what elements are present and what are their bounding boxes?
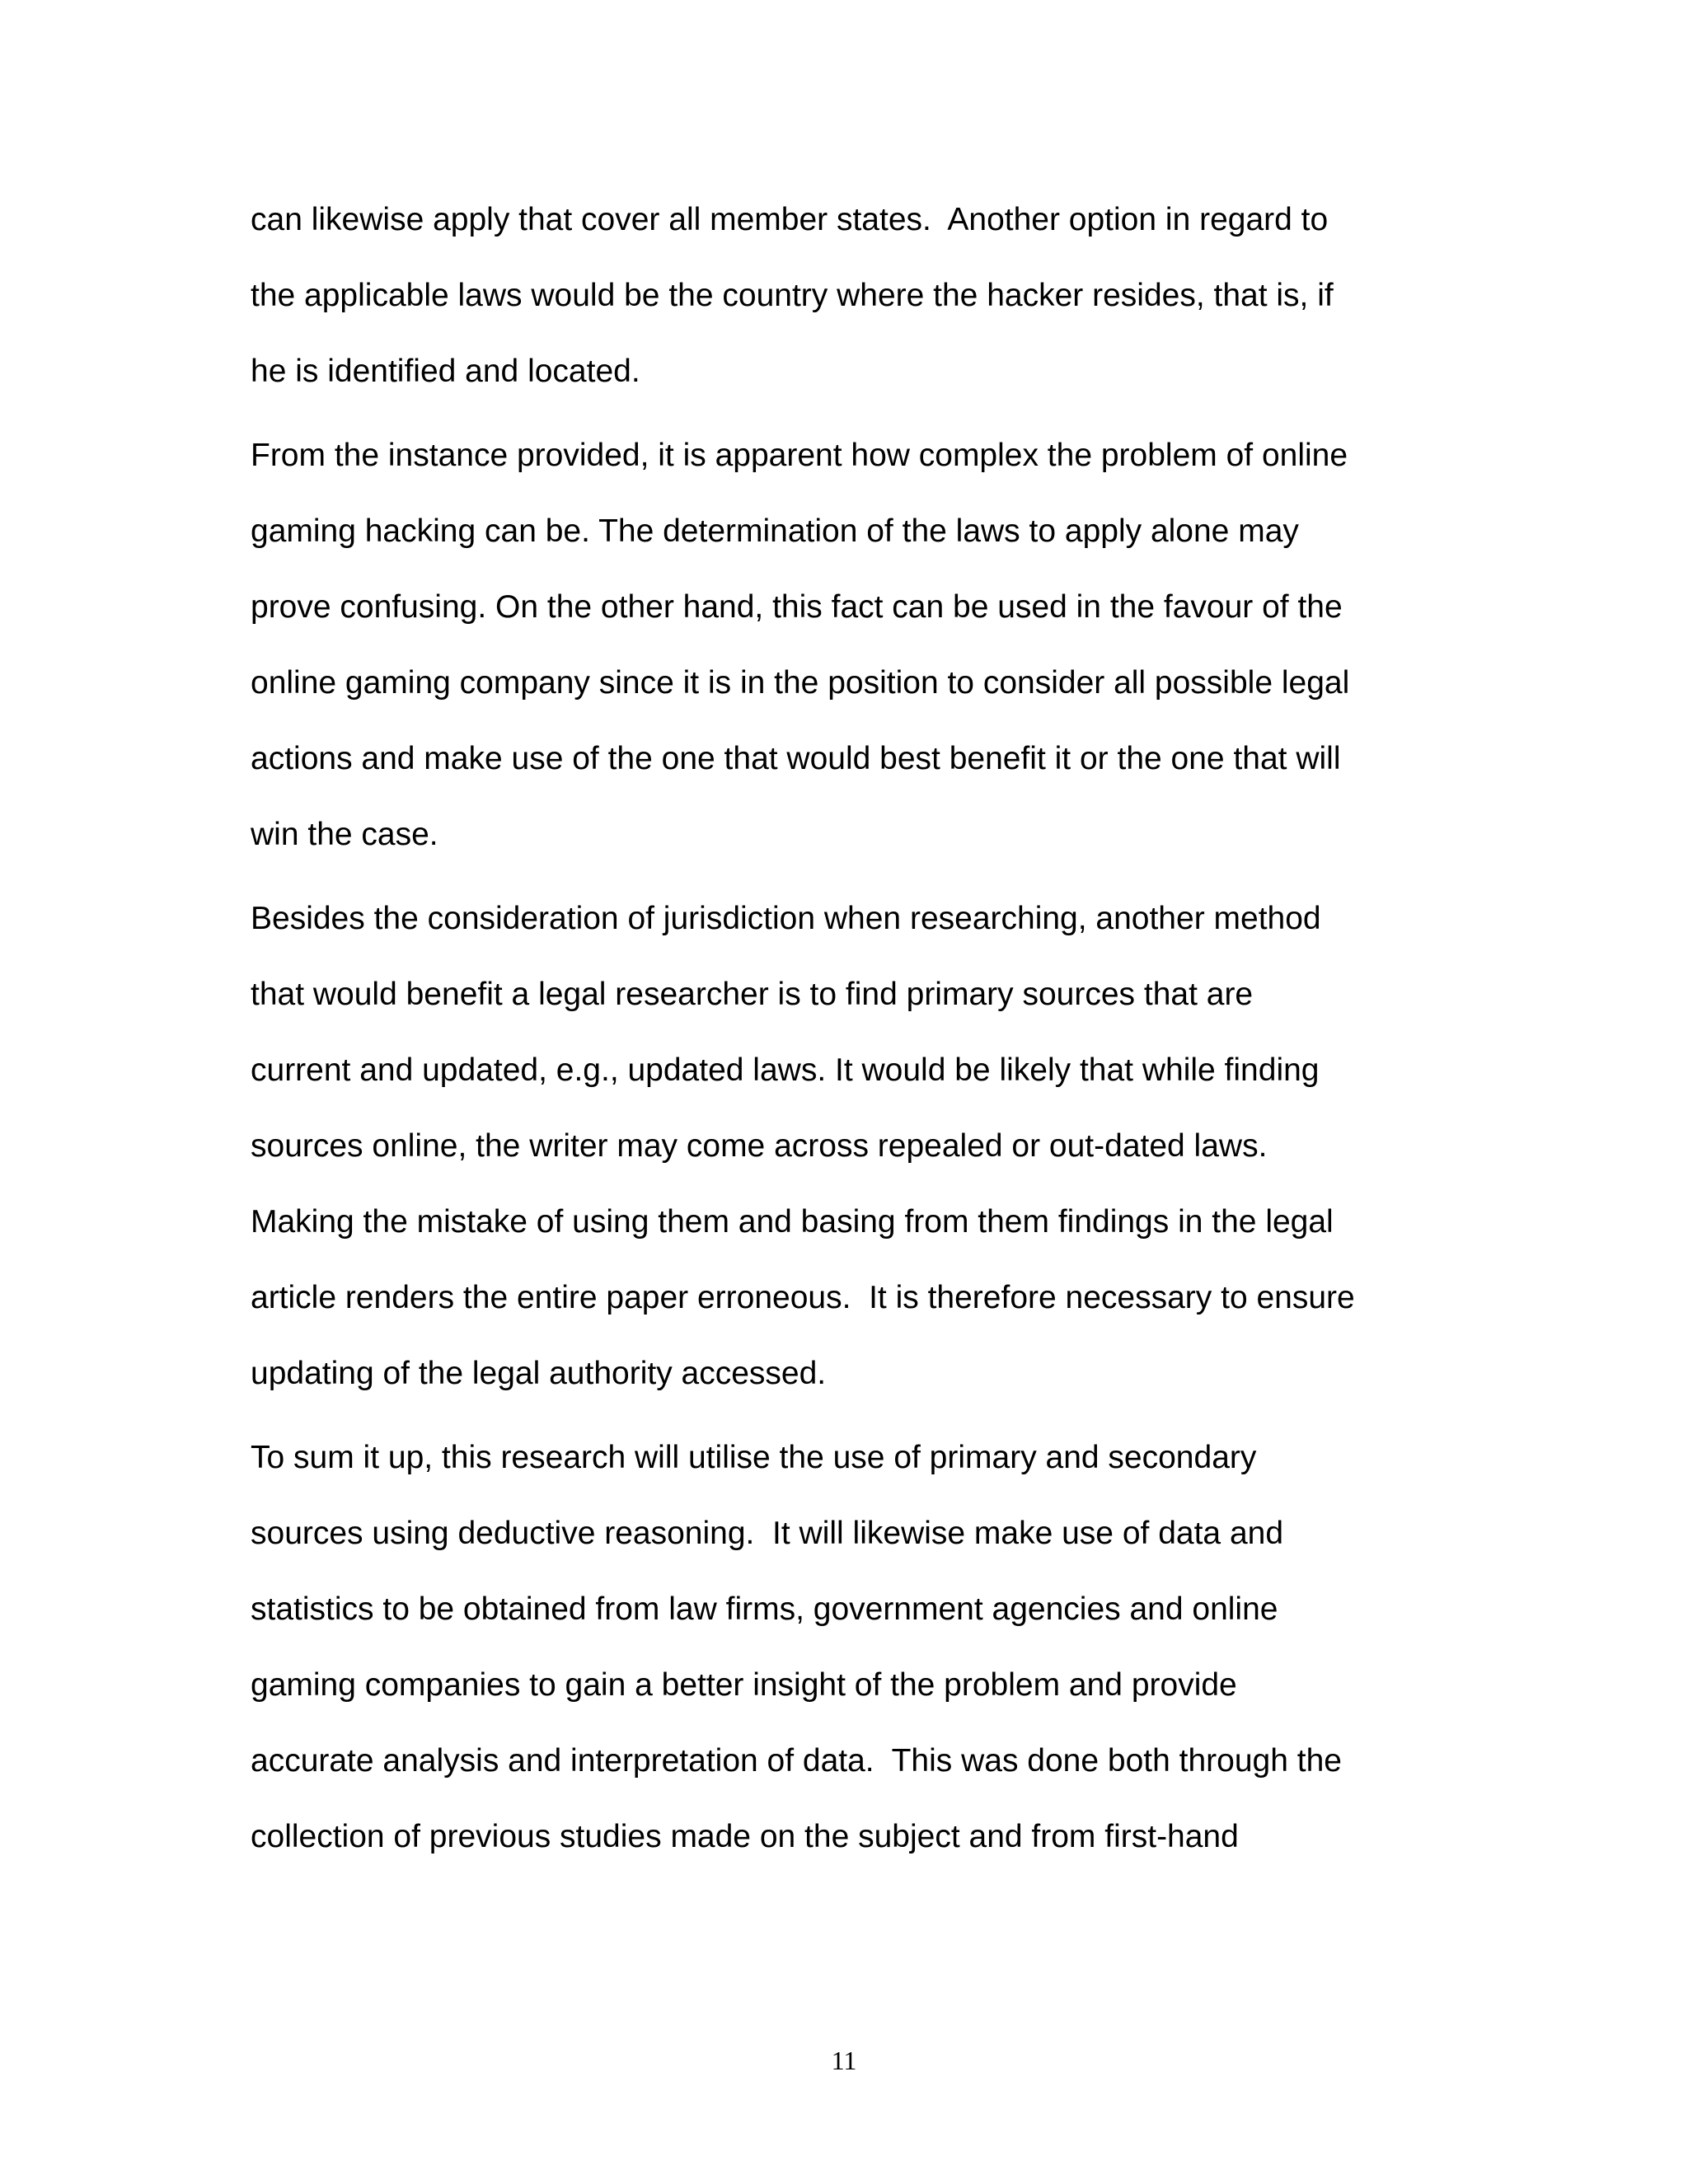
text-line: collection of previous studies made on the subject and from first-hand — [251, 1819, 1239, 1854]
text-line: statistics to be obtained from law firms, government agencies and online — [251, 1591, 1278, 1627]
page-number: 11 — [831, 2046, 857, 2075]
text-line: To sum it up, this research will utilise the use of primary and secondary — [251, 1440, 1257, 1475]
text-line: Besides the consideration of jurisdiction when researching, another method — [251, 901, 1321, 936]
text-line: sources online, the writer may come across repealed or out-dated laws. — [251, 1128, 1268, 1164]
paragraph-2 — [251, 430, 1437, 860]
text-line: Making the mistake of using them and basing from them findings in the legal — [251, 1204, 1334, 1240]
text-line: From the instance provided, it is apparent how complex the problem of online — [251, 438, 1348, 473]
text-line: updating of the legal authority accessed. — [251, 1356, 827, 1391]
text-line: sources using deductive reasoning. It will likewise make use of data and — [251, 1516, 1284, 1551]
text-line: win the case. — [251, 817, 438, 852]
paragraph-3 — [251, 893, 1437, 1399]
paragraph-4 — [251, 1432, 1437, 1863]
text-line: that would benefit a legal researcher is to find primary sources that are — [251, 977, 1254, 1012]
text-line: accurate analysis and interpretation of data. This was done both through the — [251, 1743, 1342, 1779]
text-line: can likewise apply that cover all member states. Another option in regard to — [251, 202, 1329, 237]
text-line: actions and make use of the one that would best benefit it or the one that will — [251, 741, 1341, 776]
text-line: gaming hacking can be. The determination of the laws to apply alone may — [251, 513, 1299, 549]
text-line: the applicable laws would be the country where the hacker resides, that is, if — [251, 278, 1334, 313]
text-line: online gaming company since it is in the position to consider all possible legal — [251, 665, 1350, 701]
text-line: prove confusing. On the other hand, this fact can be used in the favour of the — [251, 589, 1343, 625]
text-line: current and updated, e.g., updated laws. It would be likely that while finding — [251, 1052, 1320, 1088]
body-text — [251, 194, 1437, 1896]
paragraph-1 — [251, 194, 1437, 397]
text-line: article renders the entire paper erroneous. It is therefore necessary to ensure — [251, 1280, 1355, 1315]
text-line: gaming companies to gain a better insight of the problem and provide — [251, 1667, 1237, 1703]
text-line: he is identified and located. — [251, 354, 640, 389]
